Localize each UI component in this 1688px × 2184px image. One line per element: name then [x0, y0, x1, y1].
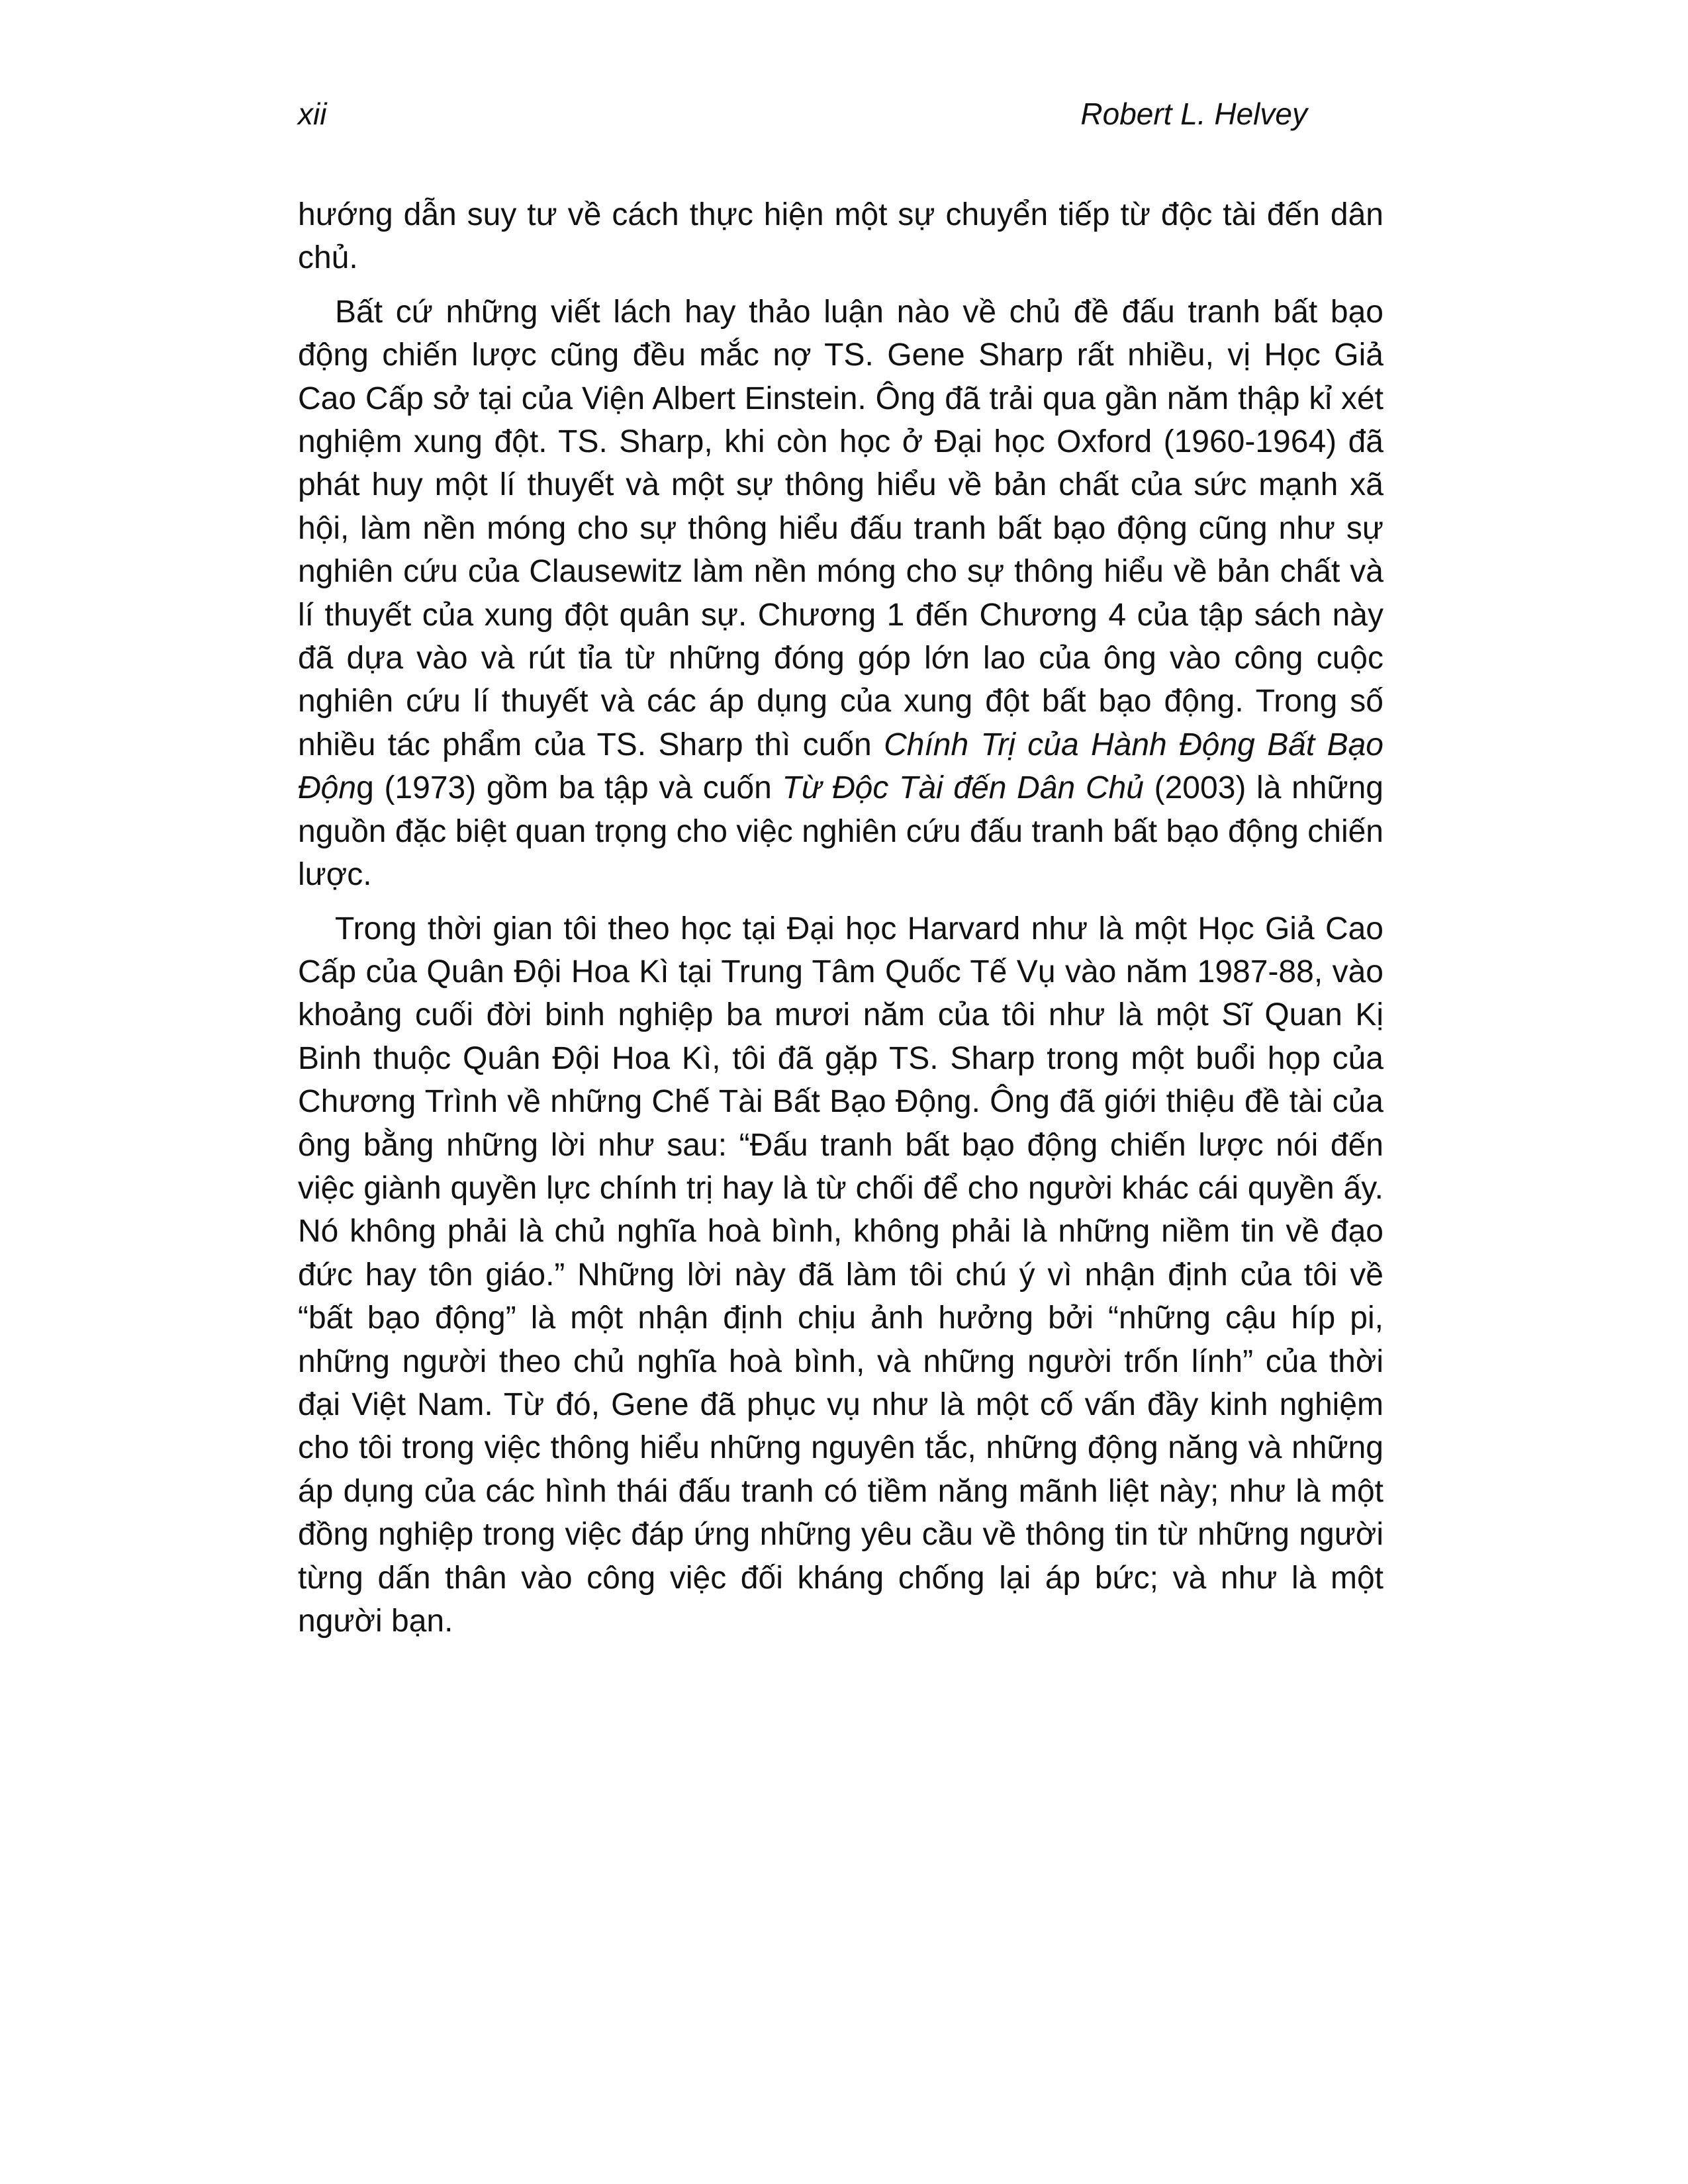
paragraph-text-part: (2003) là những nguồn đặc biệt quan trọng cho việc nghiên cứu đấu tranh bất bạo động chiến lược. [298, 770, 1384, 893]
paragraph-continuation: hướng dẫn suy tư về cách thực hiện một sự chuyển tiếp từ độc tài đến dân chủ. [298, 197, 1383, 276]
paragraph-text-part: g (1973) gồm ba tập và cuốn [356, 770, 782, 806]
book-title-from-dictatorship-to-democracy: Từ Độc Tài đến Dân Chủ [782, 770, 1144, 806]
running-head-author: Robert L. Helvey [1080, 97, 1307, 131]
paragraph-harvard: Trong thời gian tôi theo học tại Đại học Harvard như là một Học Giả Cao Cấp của Quân Đội Hoa Kì tại Trung Tâm Quốc Tế Vụ vào năm 1987-88, vào khoảng cuối đời binh nghiệp ba mươi năm của tôi như là một Sĩ Quan Kị Binh thuộc Quân Đội Hoa Kì, tôi đã gặp TS. Sharp trong một buổi họp của Chương Trình về những Chế Tài Bất Bạo Động. Ông đã giới thiệu đề tài của ông bằng những lời như sau: “Đấu tranh bất bạo động chiến lược nói đến việc giành quyền lực chính trị hay là từ chối để cho người khác cái quyền ấy. Nó không phải là chủ nghĩa hoà bình, không phải là những niềm tin về đạo đức hay tôn giáo.” Những lời này đã làm tôi chú ý vì nhận định của tôi về “bất bạo động” là một nhận định chịu ảnh hưởng bởi “những cậu híp pi, những người theo chủ nghĩa hoà bình, và những người trốn lính” của thời đại Việt Nam. Từ đó, Gene đã phục vụ như là một cố vấn đầy kinh nghiệm cho tôi trong việc thông hiểu những nguyên tắc, những động năng và những áp dụng của các hình thái đấu tranh có tiềm năng mãnh liệt này; như là một đồng nghiệp trong việc đáp ứng những yêu cầu về thông tin từ những người từng dấn thân vào công việc đối kháng chống lại áp bức; và như là một người bạn. [298, 911, 1383, 1639]
paragraph-text-part: Bất cứ những viết lách hay thảo luận nào về chủ đề đấu tranh bất bạo động chiến lược cũng đều mắc nợ TS. Gene Sharp rất nhiều, vị Học Giả Cao Cấp sở tại của Viện Albert Einstein. Ông đã trải qua gần năm thập kỉ xét nghiệm xung đột. TS. Sharp, khi còn học ở Đại học Oxford (1960-1964) đã phát huy một lí thuyết và một sự thông hiểu về bản chất của sức mạnh xã hội, làm nền móng cho sự thông hiểu đấu tranh bất bạo động cũng như sự nghiên cứu của Clausewitz làm nền móng cho sự thông hiểu về bản chất và lí thuyết của xung đột quân sự. Chương 1 đến Chương 4 của tập sách này đã dựa vào và rút tỉa từ những đóng góp lớn lao của ông vào công cuộc nghiên cứu lí thuyết và các áp dụng của xung đột bất bạo động. Trong số nhiều tác phẩm của TS. Sharp thì cuốn [298, 294, 1383, 762]
paragraph-gene-sharp [298, 291, 1383, 897]
page-number: xii [298, 97, 327, 131]
page-header [298, 94, 1307, 134]
body-text [298, 193, 1383, 1643]
book-title-politics-of-nonviolent-action: Chính Trị của Hành Động Bất Bạo Độn [298, 727, 1384, 806]
